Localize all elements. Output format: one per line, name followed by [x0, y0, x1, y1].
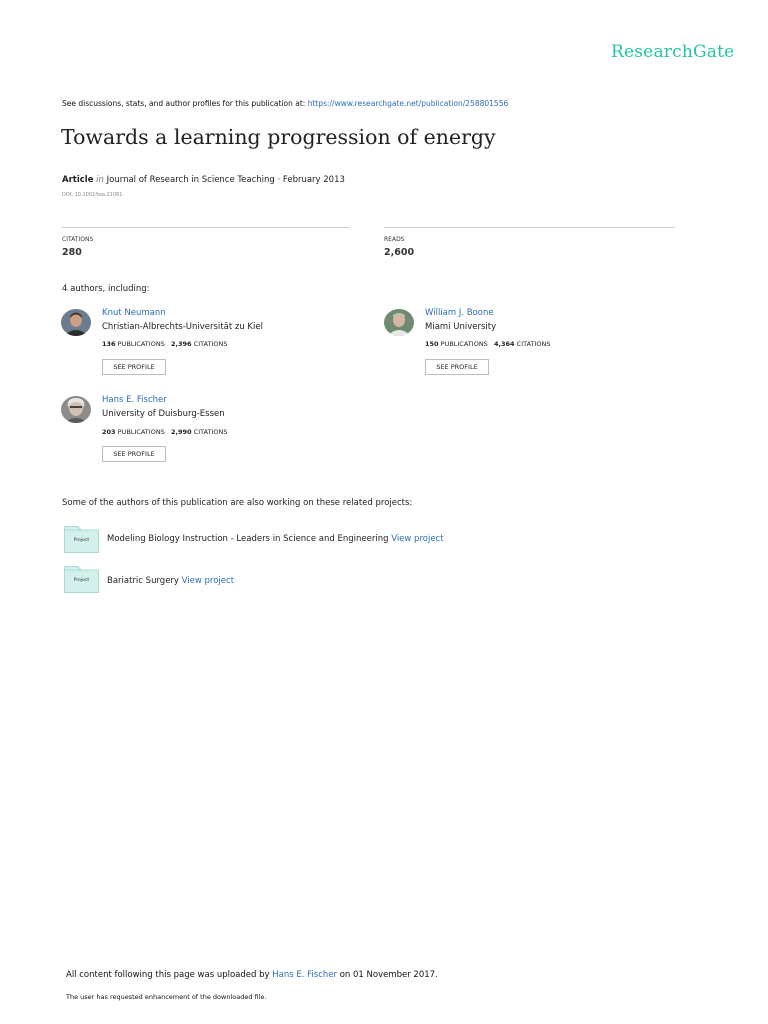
- author-photo-icon: [384, 309, 414, 336]
- project-item: [107, 534, 444, 544]
- citations-count: 2,990: [171, 428, 192, 436]
- in-word: in: [96, 175, 104, 185]
- see-profile-button[interactable]: SEE PROFILE: [102, 446, 166, 462]
- avatar[interactable]: [384, 309, 414, 336]
- project-icon-label: Project: [73, 578, 90, 583]
- upload-suffix: on 01 November 2017.: [337, 970, 438, 980]
- citations-label: CITATIONS: [516, 340, 551, 348]
- upload-notice: [66, 970, 438, 980]
- view-project-link[interactable]: View project: [181, 576, 235, 586]
- project-folder-icon: [64, 526, 99, 553]
- author-stats: [102, 428, 228, 436]
- publication-url-link[interactable]: https://www.researchgate.net/publication/258801556: [307, 99, 509, 108]
- author-institution: Miami University: [425, 322, 497, 332]
- author-name-link[interactable]: Knut Neumann: [102, 308, 166, 318]
- publications-count: 150: [425, 340, 439, 348]
- doi: DOI: 10.1002/tea.21061: [62, 192, 123, 198]
- uploader-link[interactable]: Hans E. Fischer: [272, 970, 337, 980]
- project-icon-label: Project: [73, 538, 90, 543]
- citations-count: 4,364: [494, 340, 515, 348]
- enhancement-note: The user has requested enhancement of the downloaded file.: [66, 993, 267, 1001]
- author-institution: Christian-Albrechts-Universität zu Kiel: [102, 322, 263, 332]
- publication-type: Article: [62, 175, 94, 185]
- publications-label: PUBLICATIONS: [440, 340, 488, 348]
- publications-label: PUBLICATIONS: [117, 428, 165, 436]
- project-folder-icon: [64, 566, 99, 593]
- avatar[interactable]: [61, 309, 91, 336]
- author-name-link[interactable]: William J. Boone: [425, 308, 494, 318]
- authors-heading: 4 authors, including:: [62, 284, 150, 294]
- citations-divider: [62, 227, 350, 228]
- avatar[interactable]: [61, 396, 91, 423]
- see-profile-button[interactable]: SEE PROFILE: [102, 359, 166, 375]
- discussion-line: [62, 99, 508, 108]
- journal-info: Journal of Research in Science Teaching · February 2013: [106, 175, 345, 185]
- see-profile-button[interactable]: SEE PROFILE: [425, 359, 489, 375]
- author-photo-icon: [61, 309, 91, 336]
- publications-count: 203: [102, 428, 116, 436]
- author-photo-icon: [61, 396, 91, 423]
- publication-title: Towards a learning progression of energy: [61, 125, 496, 149]
- related-projects-heading: Some of the authors of this publication are also working on these related projects:: [62, 498, 413, 508]
- reads-value: 2,600: [384, 247, 415, 258]
- citations-label: CITATIONS: [193, 340, 228, 348]
- reads-divider: [384, 227, 675, 228]
- project-title: Bariatric Surgery: [107, 576, 179, 586]
- publications-count: 136: [102, 340, 116, 348]
- author-stats: [425, 340, 551, 348]
- author-institution: University of Duisburg-Essen: [102, 409, 225, 419]
- citations-label: CITATIONS: [193, 428, 228, 436]
- view-project-link[interactable]: View project: [391, 534, 444, 544]
- citations-label: CITATIONS: [62, 236, 94, 243]
- discussion-prefix: See discussions, stats, and author profiles for this publication at:: [62, 99, 308, 108]
- upload-prefix: All content following this page was uploaded by: [66, 970, 273, 980]
- author-name-link[interactable]: Hans E. Fischer: [102, 395, 167, 405]
- citations-count: 2,396: [171, 340, 192, 348]
- project-item: [107, 576, 234, 586]
- project-title: Modeling Biology Instruction - Leaders in Science and Engineering: [107, 534, 389, 544]
- researchgate-logo[interactable]: ResearchGate: [611, 42, 735, 62]
- publication-meta: [62, 175, 345, 185]
- citations-value: 280: [62, 247, 82, 258]
- author-stats: [102, 340, 228, 348]
- reads-label: READS: [384, 236, 405, 243]
- publications-label: PUBLICATIONS: [117, 340, 165, 348]
